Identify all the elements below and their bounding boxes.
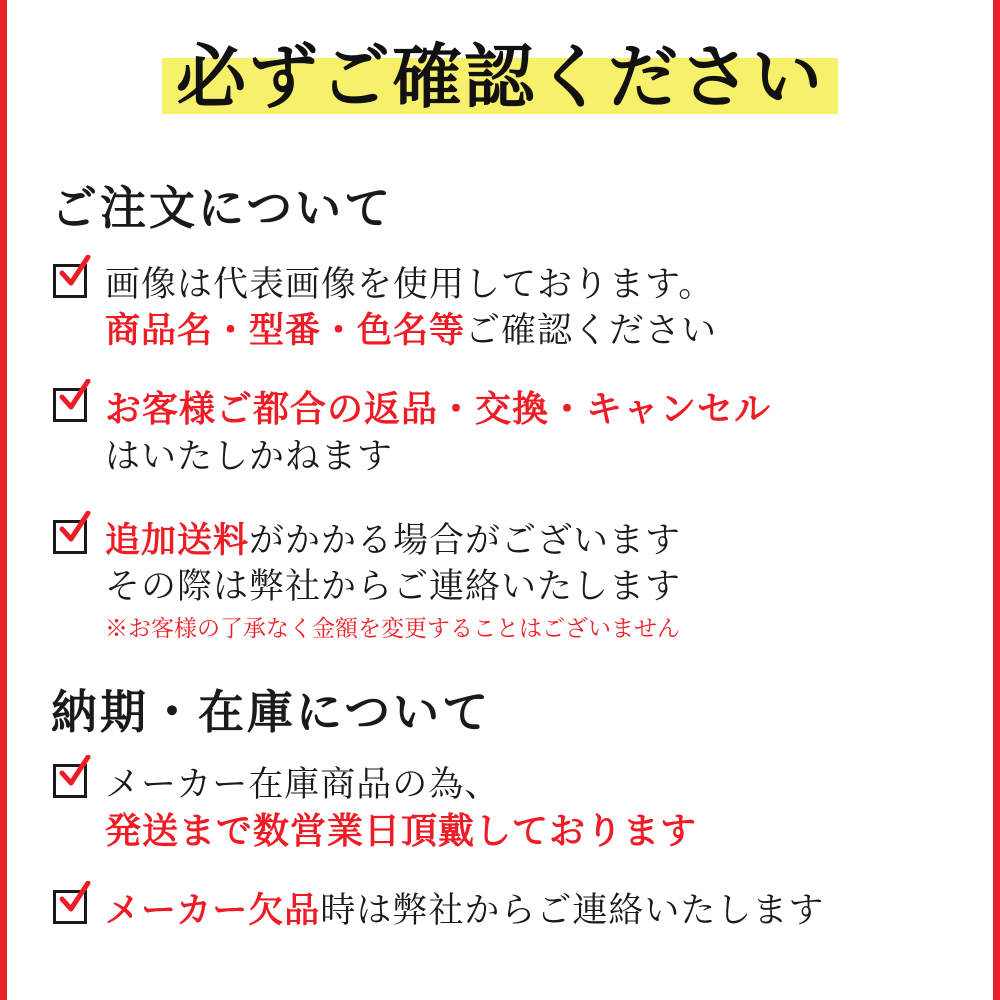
check-item-line: その際は弊社からご連絡いたします — [105, 567, 682, 607]
check-item-line — [105, 518, 963, 564]
check-item-text — [105, 888, 963, 934]
checkmark-glyph — [57, 379, 91, 413]
check-item-line — [105, 308, 963, 354]
checkbox-checked-icon — [53, 388, 91, 426]
emphasis-red: 商品名・型番・色名等 — [105, 311, 466, 351]
checkmark-glyph — [57, 881, 91, 915]
page-title-text: 必ずご確認ください — [176, 40, 824, 117]
section-heading-order: ご注文について — [51, 183, 394, 234]
check-item-text — [105, 518, 963, 644]
check-item-stock-1 — [53, 762, 963, 856]
plain-text: 時は弊社からご連絡いたします — [320, 891, 825, 930]
check-item-text — [105, 762, 963, 856]
checkmark-glyph — [57, 511, 91, 545]
checkbox-checked-icon — [53, 764, 91, 802]
check-item-text — [105, 262, 963, 354]
page-title-wrapper — [7, 38, 993, 124]
checkbox-checked-icon — [53, 890, 91, 928]
check-item-stock-2 — [53, 888, 963, 934]
checkbox-checked-icon — [53, 520, 91, 558]
emphasis-red: 追加送料 — [105, 521, 250, 560]
check-item-text — [105, 386, 963, 480]
check-item-line: メーカー在庫商品の為、 — [105, 765, 501, 804]
check-item-line: 発送まで数営業日頂戴しております — [105, 811, 698, 852]
check-item-order-3 — [53, 518, 963, 644]
checkmark-glyph — [57, 255, 91, 289]
checkbox-checked-icon — [53, 264, 91, 302]
check-item-line: 画像は代表画像を使用しております。 — [105, 265, 715, 304]
check-item-line — [105, 888, 963, 934]
check-item-note: ※お客様の了承なく金額を変更することはございません — [105, 616, 680, 642]
page-title — [162, 38, 838, 124]
plain-text: がかかる場合がございます — [249, 521, 682, 560]
checkmark-glyph — [57, 755, 91, 789]
check-item-line: お客様ご都合の返品・交換・キャンセル — [105, 389, 772, 429]
emphasis-red: メーカー欠品 — [105, 891, 321, 930]
check-item-order-2 — [53, 386, 963, 480]
plain-text: ご確認ください — [465, 311, 718, 351]
notice-content — [7, 0, 993, 1000]
section-heading-stock: 納期・在庫について — [51, 687, 492, 738]
check-item-order-1 — [53, 262, 963, 354]
check-item-line: はいたしかねます — [105, 436, 394, 476]
